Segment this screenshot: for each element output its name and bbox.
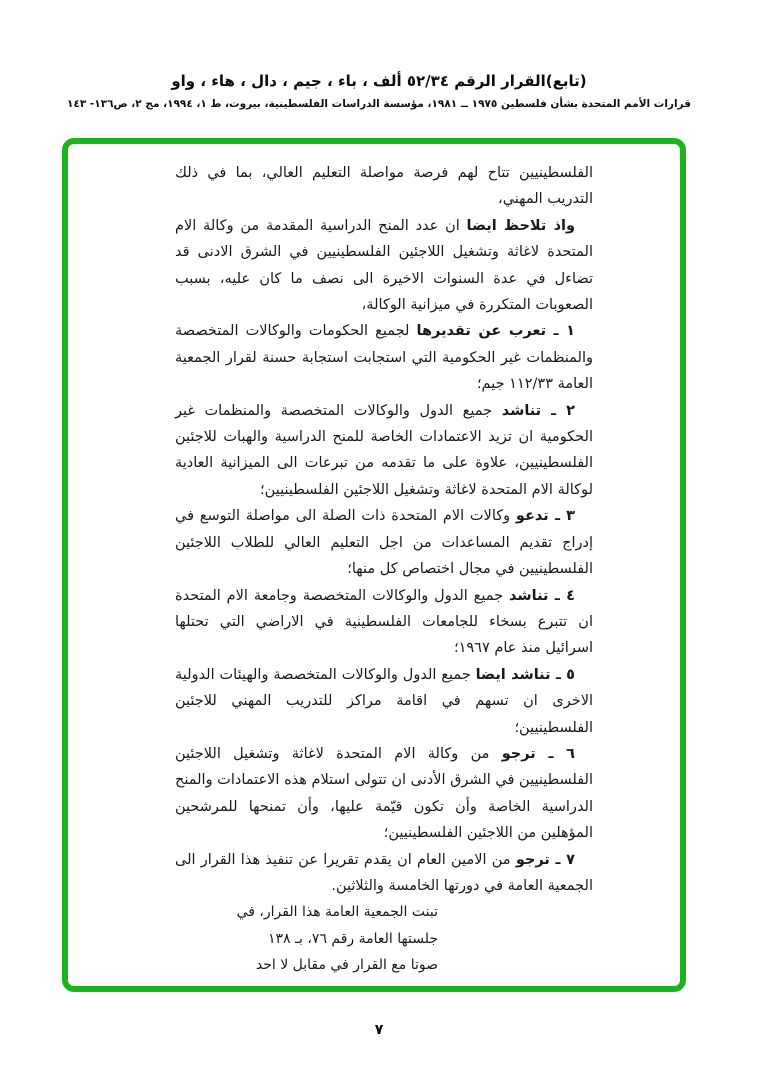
resolution-clause: ٢ ـ تناشد جميع الدول والوكالات المتخصصة والمنظمات غير الحكومية ان تزيد الاعتمادات الخاصة للمنح الدراسية والهبات للاجئين الفلسطينيين، علاوة على ما تقدمه من تبرعات الى الميزانية العادية لوكالة الام المتحدة لاغاثة وتشغيل اللاجئين الفلسطينيين؛: [175, 402, 593, 498]
clause-number: ٦ ـ: [535, 745, 576, 762]
clause-number: ٤ ـ: [548, 587, 575, 604]
clause-lead: واذ تلاحظ ايضا: [466, 217, 575, 234]
adoption-note-line: تبنت الجمعية العامة هذا القرار، في: [236, 904, 438, 921]
clause-number: ٣ ـ: [548, 508, 575, 525]
resolution-clause: ٦ ـ ترجو من وكالة الام المتحدة لاغاثة وتشغيل اللاجئين الفلسطينيين في الشرق الأدنى ان تتولى استلام هذه الاعتمادات والمنح الدراسية الخاصة وأن تكون قيّمة عليها، وأن تمنحها للمرشحين المؤهلين من اللاجئين الفلسطينيين؛: [175, 745, 593, 842]
resolution-clause: ١ ـ تعرب عن تقديرها لجميع الحكومات والوكالات المتخصصة والمنظمات غير الحكومية التي استجابت استجابة حسنة لقرار الجمعية العامة ١١٢/٣٣ جيم؛: [175, 323, 593, 393]
clause-lead: تناشد: [501, 402, 542, 419]
clause-lead: ترجو: [501, 745, 536, 762]
source-citation: قرارات الأمم المتحدة بشأن فلسطين ١٩٧٥ ــ ١٩٨١، مؤسسة الدراسات الفلسطينية، بيروت، ط ١، ١٩٩٤، مج ٢، ص١٣٦- ١٤٣: [67, 98, 691, 110]
clause-number: ٢ ـ: [541, 402, 575, 419]
resolution-body: [175, 160, 593, 979]
clause-lead: تناشد ايضا: [475, 666, 551, 683]
adoption-note-line: جلستها العامة رقم ٧٦، بـ ١٣٨: [267, 930, 438, 947]
clause-lead: تعرب عن تقديرها: [416, 323, 547, 340]
page-header: [0, 70, 758, 113]
resolution-clause: ٥ ـ تناشد ايضا جميع الدول والوكالات المتخصصة والهيئات الدولية الاخرى ان تسهم في اقامة مراكز للتدريب المهني للاجئين الفلسطينيين؛: [175, 666, 593, 736]
adoption-note-line: صوتا مع القرار في مقابل لا احد: [255, 957, 438, 974]
clause-number: ٧ ـ: [549, 851, 575, 868]
resolution-clause: ٧ ـ ترجو من الامين العام ان يقدم تقريرا عن تنفيذ هذا القرار الى الجمعية العامة في دورتها الخامسة والثلاثين.: [175, 851, 593, 894]
clause-number: ٥ ـ: [550, 666, 575, 683]
resolution-paragraph: واذ تلاحظ ايضا ان عدد المنح الدراسية المقدمة من وكالة الام المتحدة لاغاثة وتشغيل اللاجئين الفلسطينيين في الشرق الادنى قد تضاءل في عدة السنوات الاخيرة الى نصف ما كان عليه، بسبب الصعوبات المتكررة في ميزانية الوكالة،: [175, 217, 593, 314]
page-number: ٧: [374, 1022, 384, 1038]
adoption-note: [175, 899, 438, 978]
clause-lead: تدعو: [515, 508, 549, 525]
resolution-clause: ٤ ـ تناشد جميع الدول والوكالات المتخصصة وجامعة الام المتحدة ان تتبرع بسخاء للجامعات الفلسطينية في الاراضي التي تحتلها اسرائيل منذ عام ١٩٦٧؛: [175, 587, 593, 657]
resolution-paragraph: الفلسطينيين تتاح لهم فرصة مواصلة التعليم العالي، بما في ذلك التدريب المهني،: [175, 165, 593, 208]
clause-number: ١ ـ: [546, 323, 575, 340]
resolution-title: (تابع)القرار الرقم ٥٢/٣٤ ألف ، باء ، جيم ، دال ، هاء ، واو: [171, 72, 587, 90]
resolution-clause: ٣ ـ تدعو وكالات الام المتحدة ذات الصلة الى مواصلة التوسع في إدراج تقديم المساعدات من اجل التعليم العالي للطلاب اللاجئين الفلسطينيين في مجال اختصاص كل منها؛: [175, 508, 593, 578]
clause-lead: تناشد: [509, 587, 549, 604]
clause-lead: ترجو: [515, 851, 550, 868]
